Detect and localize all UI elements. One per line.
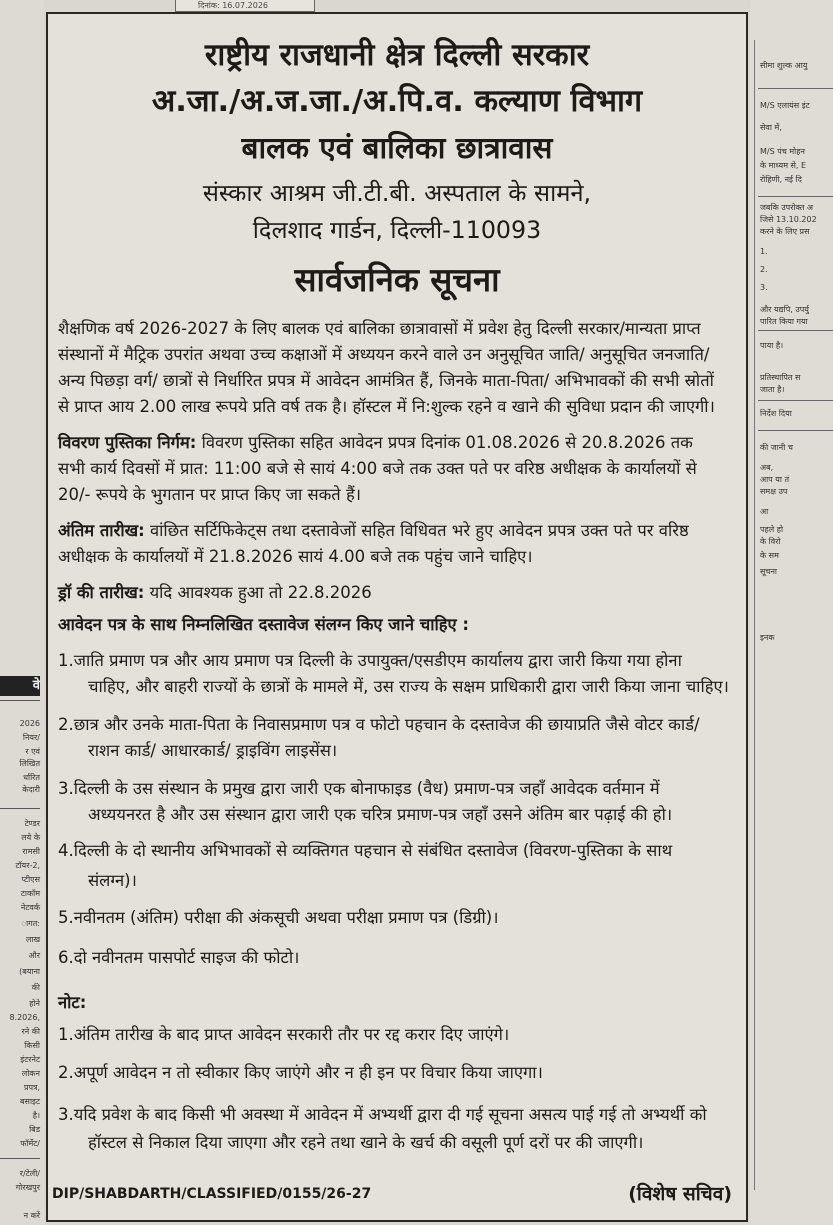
right-column-fragment: करने के लिए प्रस [760, 227, 810, 236]
document-item-cont: संलग्न)। [88, 871, 137, 890]
document-item: 6.दो नवीनतम पासपोर्ट साइज की फोटो। [58, 948, 300, 967]
note-item: 3.यदि प्रवेश के बाद किसी भी अवस्था में आवेदन में अभ्यर्थी द्वारा दी गई सूचना असत्य पाई गई तो अभ्यर्थी को [58, 1105, 707, 1124]
left-column-section-label: वे [0, 676, 40, 696]
document-item: 4.दिल्ली के दो स्थानीय अभिभावकों से व्यक्तिगत पहचान से संबंधित दस्तावेज (विवरण-पुस्तिका के साथ [58, 841, 673, 860]
document-item-cont: अध्ययनरत है और उस संस्थान द्वारा जारी एक चरित्र प्रमाण-पत्र जहाँ उसने अंतिम बार पढ़ाई की हो। [88, 805, 673, 824]
documents-heading [58, 614, 469, 636]
booklet-label: विवरण पुस्तिका निर्गम: [58, 433, 197, 452]
right-column-fragment: सेवा में, [760, 123, 782, 132]
right-column-fragment: की जानी च [760, 443, 793, 452]
left-column-fragment: प्रपत्र, [23, 1083, 40, 1092]
booklet-line: सभी कार्य दिवसों में प्रात: 11:00 बजे से सायं 4:00 बजे तक उक्त पते पर वरिष्ठ अधीक्षक के कार्यालयों से [58, 459, 697, 478]
documents-heading-text: आवेदन पत्र के साथ निम्नलिखित दस्तावेज संलग्न किए जाने चाहिए : [58, 615, 469, 634]
right-column-fragment: और यद्यपि, उपर्यु [760, 305, 809, 314]
document-item: 3.दिल्ली के उस संस्थान के प्रमुख द्वारा जारी एक बोनाफाइड (वैध) प्रमाण-पत्र जहाँ आवेदक वर्तमान में [58, 779, 660, 798]
left-column-rule [0, 700, 40, 701]
left-column-fragment: रने की [21, 1027, 40, 1036]
left-column-fragment: र्धारित [23, 773, 40, 782]
left-column-fragment: गोरखपुर [15, 1183, 40, 1192]
left-column-rule [0, 1158, 40, 1159]
left-column-rule [0, 808, 40, 809]
left-column-fragment: बसाइट [19, 1097, 40, 1106]
right-column-fragment: के विरो [760, 537, 781, 546]
right-column-fragment: पहले हो [760, 525, 784, 534]
document-item: 2.छात्र और उनके माता-पिता के निवासप्रमाण पत्र व फोटो पहचान के दस्तावेज की छायाप्रति जैसे वोटर कार्ड/ [58, 715, 700, 734]
right-column-fragment: आप या तं [760, 475, 790, 484]
right-column-fragment: निर्देश दिया [760, 409, 792, 418]
left-column-fragment: किसी [24, 1041, 40, 1050]
left-column-fragment: और [28, 951, 40, 960]
right-column-fragment: इनक [760, 633, 775, 642]
right-column-fragment: सूचना [760, 567, 777, 576]
right-column-fragment: 1. [760, 247, 768, 256]
right-column-fragment: पाया है। [760, 341, 784, 350]
left-column-fragment: न करें [23, 1211, 40, 1220]
note-item: 1.अंतिम तारीख के बाद प्राप्त आवेदन सरकारी तौर पर रद्द करार दिए जाएंगे। [58, 1025, 510, 1044]
left-column-fragment: 8.2026, [9, 1013, 40, 1022]
notes-heading-text: नोट: [58, 993, 87, 1012]
right-column-fragment: सीमा शुल्क आयु [760, 61, 808, 70]
left-column-fragment: बिड [29, 1125, 40, 1134]
right-column-rule [758, 430, 833, 431]
note-item: 2.अपूर्ण आवेदन न तो स्वीकार किए जाएंगे और न ही इन पर विचार किया जाएगा। [58, 1063, 543, 1082]
last-date-text: वांछित सर्टिफिकेट्स तथा दस्तावेजों सहित विधिवत भरे हुए आवेदन प्रपत्र उक्त पते पर वरिष्ठ [144, 521, 689, 540]
document-item: 5.नवीनतम (अंतिम) परीक्षा की अंकसूची अथवा परीक्षा प्रमाण पत्र (डिग्री)। [58, 908, 499, 927]
right-column-fragment: जाता है। [760, 385, 785, 394]
right-column-fragment: M/S एलायंस इंट [760, 101, 810, 110]
right-column-fragment: आ [760, 507, 769, 516]
draw-date-text: यदि आवश्यक हुआ तो 22.8.2026 [144, 583, 372, 602]
left-column-fragment: र एवं [25, 747, 40, 756]
intro-line: शैक्षणिक वर्ष 2026-2027 के लिए बालक एवं बालिका छात्रावासों में प्रवेश हेतु दिल्ली सरकार/मान्यता प्राप्त [58, 319, 701, 338]
right-column-fragment: जबकि उपरोक्त अ [760, 203, 814, 212]
left-column-fragment: प्टीएस [21, 875, 40, 884]
notice-title-line: अ.जा./अ.ज.जा./अ.पि.व. कल्याण विभाग [151, 84, 643, 119]
left-column-fragment: फॉर्मेट/ [20, 1139, 40, 1148]
draw-date-label: ड्रॉ की तारीख: [58, 583, 145, 602]
left-column-fragment: टाकॉम [20, 889, 40, 898]
notice-address-line: दिलशाद गार्डन, दिल्ली-110093 [252, 216, 542, 244]
right-column-rule [758, 196, 833, 197]
last-date-line [58, 520, 689, 542]
booklet-line: 20/- रूपये के भुगतान पर प्राप्त किए जा सकते हैं। [58, 485, 361, 504]
right-column-fragment: अब, [760, 463, 774, 472]
last-date-line: अधीक्षक के कार्यालयों में 21.8.2026 सायं 4.00 बजे तक पहुंच जाने चाहिए। [58, 547, 533, 566]
left-column-fragment: है। [32, 1111, 40, 1120]
draw-date-line [58, 582, 372, 604]
left-column-fragment: लये के [21, 833, 40, 842]
right-column-fragment: समक्ष उप [760, 487, 788, 496]
left-column-fragment: 2026 [19, 719, 40, 728]
left-column-fragment: लोकन [21, 1069, 40, 1078]
right-column-fragment: प्रतिस्थापित स [760, 373, 801, 382]
right-column-fragment: जिसे 13.10.202 [760, 215, 817, 224]
signature: (विशेष सचिव) [628, 1183, 732, 1205]
left-column-fragment: लाख [25, 935, 40, 944]
notice-title-line: राष्ट्रीय राजधानी क्षेत्र दिल्ली सरकार [204, 38, 590, 73]
classified-code: DIP/SHABDARTH/CLASSIFIED/0155/26-27 [52, 1186, 372, 1202]
left-column-fragment: होने [29, 999, 40, 1008]
left-column-fragment: ागत: [21, 919, 40, 928]
public-notice [46, 12, 748, 1222]
column-divider [754, 40, 755, 1190]
right-column-fragment: के सम [760, 551, 779, 560]
right-column-fragment: M/S पंच मोहन [760, 147, 805, 156]
left-column-fragment: टेण्डर [24, 819, 40, 828]
intro-line: अन्य पिछड़ा वर्ग/ छात्रों से निर्धारित प्रपत्र में आवेदन आमंत्रित हैं, जिनके माता-पिता/ अभिभावकों की सभी स्रोतों [58, 371, 714, 390]
right-column-fragment: पारित किया गया [760, 317, 808, 326]
header-date: दिनांक: 16.07.2026 [175, 0, 315, 12]
right-column-rule [758, 330, 833, 331]
left-column-fragment: टॉयर-2, [15, 861, 40, 870]
left-column-fragment: (बयाना [19, 967, 40, 976]
left-column-fragment: की [31, 983, 40, 992]
left-column-fragment: र/टेली/ [19, 1169, 40, 1178]
booklet-text: विवरण पुस्तिका सहित आवेदन प्रपत्र दिनांक 01.08.2026 से 20.8.2026 तक [196, 433, 693, 452]
left-column-fragment: रामसी [22, 847, 40, 856]
adjacent-column-left [0, 0, 44, 1225]
document-item-cont: चाहिए, और बाहरी राज्यों के छात्रों के मामले में, उस राज्य के सक्षम प्राधिकारी द्वारा जारी किया जाना चाहिए। [88, 677, 729, 696]
left-column-fragment: इंटरनेट [20, 1055, 40, 1064]
document-item: 1.जाति प्रमाण पत्र और आय प्रमाण पत्र दिल्ली के उपायुक्त/एसडीएम कार्यालय द्वारा जारी किया गया होना [58, 651, 682, 670]
left-column-fragment: केदारी [22, 785, 40, 794]
left-column-fragment: नेटवर्क [20, 903, 40, 912]
right-column-fragment: रोहिणी, नई दि [760, 175, 802, 184]
right-column-fragment: के माध्यम से, E [760, 161, 807, 170]
notice-heading: सार्वजनिक सूचना [294, 261, 500, 299]
left-column-fragment: नियर/ [22, 733, 40, 742]
right-column-rule [758, 88, 833, 89]
intro-line: संस्थानों में मैट्रिक उपरांत अथवा उच्च कक्षाओं में अध्ययन करने वाले उन अनुसूचित जाति/ अनुसूचित जनजाति/ [58, 345, 710, 364]
intro-line: से प्राप्त आय 2.00 लाख रूपये प्रति वर्ष तक है। हॉस्टल में नि:शुल्क रहने व खाने की सुविधा प्रदान की जाएगी। [58, 397, 715, 416]
notes-heading [58, 992, 86, 1014]
notice-title-line: बालक एवं बालिका छात्रावास [241, 130, 553, 165]
document-item-cont: राशन कार्ड/ आधारकार्ड/ ड्राइविंग लाइसेंस। [88, 741, 338, 760]
notice-address-line: संस्कार आश्रम जी.टी.बी. अस्पताल के सामने, [202, 179, 592, 207]
right-column-fragment: 3. [760, 283, 768, 292]
adjacent-column-right [750, 0, 833, 1225]
booklet-line [58, 432, 693, 454]
left-column-fragment: लिखित [19, 759, 40, 768]
note-item-cont: हॉस्टल से निकाल दिया जाएगा और रहने तथा खाने के खर्च की वसूली पूर्ण दरों पर की जाएगी। [88, 1133, 644, 1152]
right-column-rule [758, 400, 833, 401]
right-column-fragment: 2. [760, 265, 768, 274]
last-date-label: अंतिम तारीख: [58, 521, 145, 540]
